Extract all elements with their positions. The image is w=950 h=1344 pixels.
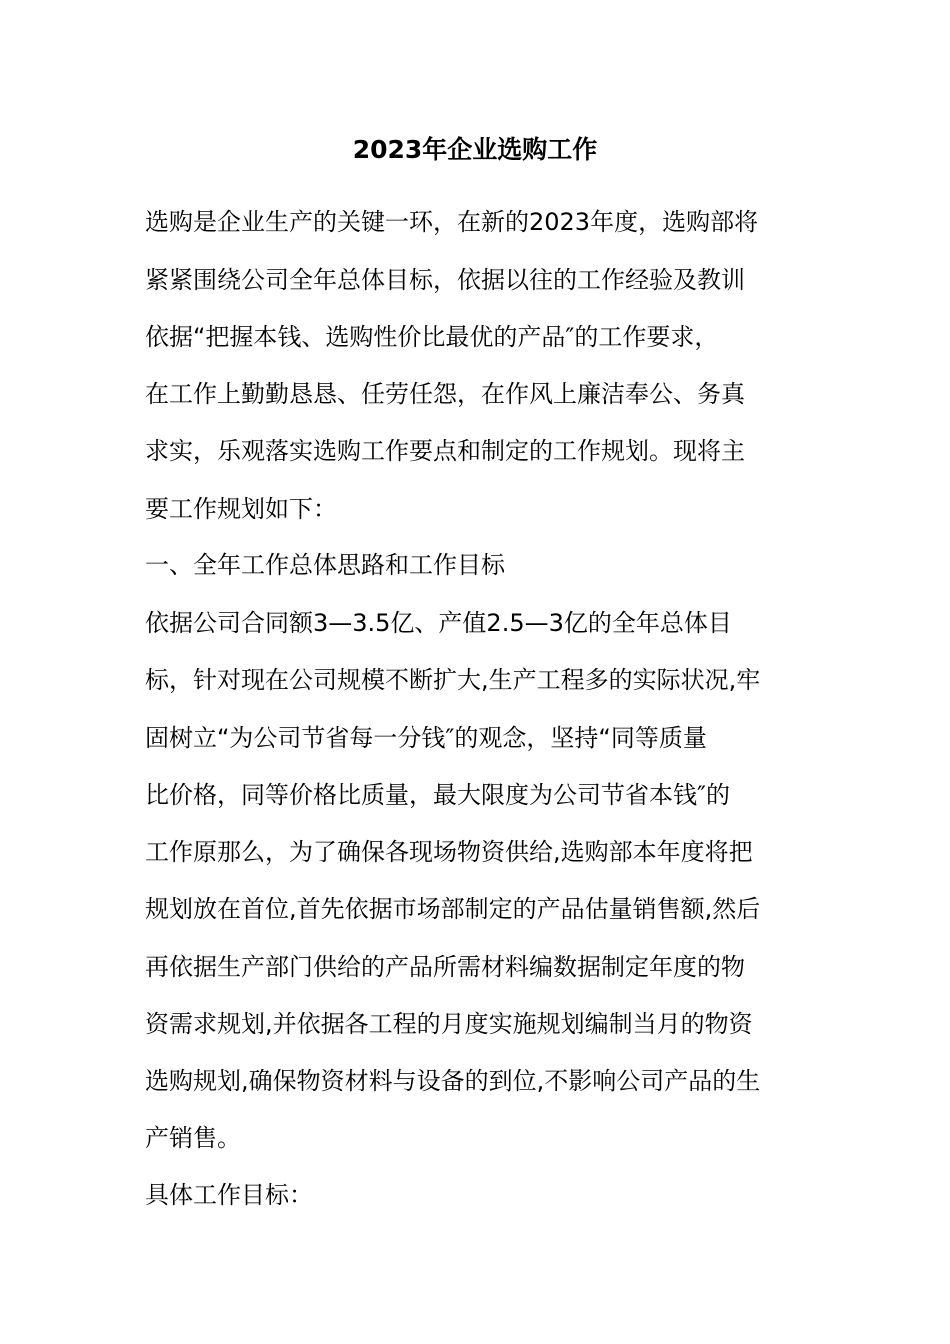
paragraph-line: 再依据生产部门供给的产品所需材料编数据制定年度的物 (145, 953, 745, 981)
paragraph-line: 选购是企业生产的关键一环，在新的2023年度，选购部将 (145, 208, 759, 236)
paragraph-line: 紧紧围绕公司全年总体目标，依据以往的工作经验及教训 (145, 266, 745, 294)
section-heading: 具体工作目标： (145, 1181, 313, 1209)
paragraph-line: 固树立“为公司节省每一分钱″的观念，坚持“同等质量 (145, 724, 707, 752)
paragraph-line: 依据公司合同额3—3.5亿、产值2.5—3亿的全年总体目 (145, 609, 732, 637)
paragraph-line: 依据“把握本钱、选购性价比最优的产品″的工作要求， (145, 323, 719, 351)
paragraph-line: 标，针对现在公司规模不断扩大,生产工程多的实际状况,牢 (145, 666, 761, 694)
paragraph-line: 产销售。 (145, 1124, 241, 1152)
paragraph-line: 比价格，同等价格比质量，最大限度为公司节省本钱″的 (145, 781, 730, 809)
paragraph-line: 工作原那么，为了确保各现场物资供给,选购部本年度将把 (145, 838, 753, 866)
section-heading: 一、全年工作总体思路和工作目标 (145, 551, 505, 579)
paragraph-line: 规划放在首位,首先依据市场部制定的产品估量销售额,然后 (145, 895, 761, 923)
paragraph-line: 选购规划,确保物资材料与设备的到位,不影响公司产品的生 (145, 1067, 761, 1095)
paragraph-line: 资需求规划,并依据各工程的月度实施规划编制当月的物资 (145, 1010, 753, 1038)
paragraph-line: 要工作规划如下： (145, 495, 337, 523)
paragraph-line: 求实，乐观落实选购工作要点和制定的工作规划。现将主 (145, 437, 745, 465)
document-title: 2023年企业选购工作 (352, 135, 598, 164)
paragraph-line: 在工作上勤勤恳恳、任劳任怨，在作风上廉洁奉公、务真 (145, 380, 745, 408)
